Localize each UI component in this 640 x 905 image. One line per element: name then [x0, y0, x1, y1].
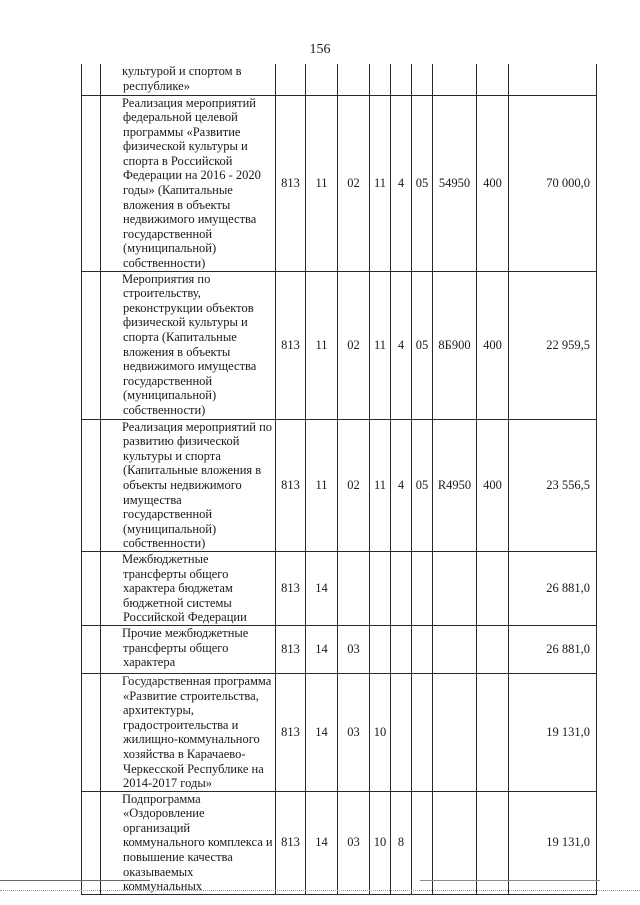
- description-cell: Подпрограмма «Оздоровление организаций коммунального комплекса и повышение качества оказываемых коммунальных: [101, 791, 276, 894]
- table-row: [82, 64, 597, 95]
- section-cell: 11: [306, 419, 338, 551]
- grbs-cell: [276, 64, 306, 95]
- expense-code-cell: 54950: [433, 95, 477, 271]
- subprogram-cell: [391, 625, 412, 673]
- amount-cell: 19 131,0: [509, 791, 597, 894]
- section-cell: 14: [306, 551, 338, 625]
- amount-cell: 19 131,0: [509, 673, 597, 791]
- grbs-cell: 813: [276, 625, 306, 673]
- expense-code-cell: [433, 791, 477, 894]
- table-row: [82, 625, 597, 673]
- program-cell: 11: [370, 419, 391, 551]
- expense-code-cell: [433, 625, 477, 673]
- row-number-cell: [82, 625, 101, 673]
- grbs-cell: 813: [276, 95, 306, 271]
- direction-cell: [412, 625, 433, 673]
- subsection-cell: [338, 551, 370, 625]
- footer-rule: [420, 880, 600, 881]
- subprogram-cell: 4: [391, 271, 412, 419]
- direction-cell: 05: [412, 95, 433, 271]
- direction-cell: [412, 791, 433, 894]
- row-number-cell: [82, 419, 101, 551]
- amount-cell: 70 000,0: [509, 95, 597, 271]
- expense-code-cell: R4950: [433, 419, 477, 551]
- expense-type-cell: [477, 673, 509, 791]
- expense-code-cell: [433, 673, 477, 791]
- subsection-cell: 03: [338, 791, 370, 894]
- subprogram-cell: [391, 673, 412, 791]
- subsection-cell: 03: [338, 673, 370, 791]
- amount-cell: 22 959,5: [509, 271, 597, 419]
- subsection-cell: 03: [338, 625, 370, 673]
- grbs-cell: 813: [276, 791, 306, 894]
- row-number-cell: [82, 95, 101, 271]
- expense-code-cell: 8Б900: [433, 271, 477, 419]
- footer-rule: [0, 880, 150, 881]
- section-cell: 14: [306, 625, 338, 673]
- expense-type-cell: [477, 625, 509, 673]
- direction-cell: [412, 551, 433, 625]
- subprogram-cell: 8: [391, 791, 412, 894]
- section-cell: 11: [306, 95, 338, 271]
- section-cell: 14: [306, 673, 338, 791]
- expense-type-cell: [477, 64, 509, 95]
- page-edge-line: [0, 890, 640, 891]
- subprogram-cell: 4: [391, 95, 412, 271]
- subsection-cell: 02: [338, 419, 370, 551]
- row-number-cell: [82, 64, 101, 95]
- grbs-cell: 813: [276, 271, 306, 419]
- amount-cell: 26 881,0: [509, 551, 597, 625]
- grbs-cell: 813: [276, 419, 306, 551]
- table-row: [82, 419, 597, 551]
- description-cell: Мероприятия по строительству, реконструкции объектов физической культуры и спорта (Капитальные вложения в объекты недвижимого имущества государственной (муниципальной) собственности): [101, 271, 276, 419]
- page-number: 156: [309, 42, 331, 57]
- program-cell: 10: [370, 791, 391, 894]
- program-cell: [370, 625, 391, 673]
- subprogram-cell: 4: [391, 419, 412, 551]
- description-cell: Реализация мероприятий по развитию физической культуры и спорта (Капитальные вложения в объекты недвижимого имущества государственной (муниципальной) собственности): [101, 419, 276, 551]
- description-cell: Реализация мероприятий федеральной целевой программы «Развитие физической культуры и спорта в Российской Федерации на 2016 - 2020 годы» (Капитальные вложения в объекты недвижимого имущества государственной (муниципальной) собственности): [101, 95, 276, 271]
- amount-cell: 23 556,5: [509, 419, 597, 551]
- table-row: [82, 551, 597, 625]
- expense-code-cell: [433, 551, 477, 625]
- subprogram-cell: [391, 551, 412, 625]
- subsection-cell: [338, 64, 370, 95]
- expense-type-cell: 400: [477, 271, 509, 419]
- row-number-cell: [82, 673, 101, 791]
- table-row: [82, 791, 597, 894]
- expense-code-cell: [433, 64, 477, 95]
- grbs-cell: 813: [276, 673, 306, 791]
- row-number-cell: [82, 551, 101, 625]
- table-row: [82, 271, 597, 419]
- description-cell: Прочие межбюджетные трансферты общего характера: [101, 625, 276, 673]
- subsection-cell: 02: [338, 271, 370, 419]
- expense-type-cell: [477, 791, 509, 894]
- direction-cell: 05: [412, 419, 433, 551]
- row-number-cell: [82, 271, 101, 419]
- subprogram-cell: [391, 64, 412, 95]
- program-cell: [370, 64, 391, 95]
- expense-type-cell: 400: [477, 419, 509, 551]
- program-cell: 11: [370, 95, 391, 271]
- section-cell: [306, 64, 338, 95]
- amount-cell: 26 881,0: [509, 625, 597, 673]
- program-cell: [370, 551, 391, 625]
- description-cell: Межбюджетные трансферты общего характера бюджетам бюджетной системы Российской Федерации: [101, 551, 276, 625]
- section-cell: 14: [306, 791, 338, 894]
- expense-type-cell: 400: [477, 95, 509, 271]
- subsection-cell: 02: [338, 95, 370, 271]
- table-row: [82, 95, 597, 271]
- program-cell: 10: [370, 673, 391, 791]
- amount-cell: [509, 64, 597, 95]
- row-number-cell: [82, 791, 101, 894]
- direction-cell: 05: [412, 271, 433, 419]
- program-cell: 11: [370, 271, 391, 419]
- direction-cell: [412, 64, 433, 95]
- section-cell: 11: [306, 271, 338, 419]
- grbs-cell: 813: [276, 551, 306, 625]
- direction-cell: [412, 673, 433, 791]
- description-cell: Государственная программа «Развитие строительства, архитектуры, градостроительства и жилищно-коммунального хозяйства в Карачаево-Черкесской Республике на 2014-2017 годы»: [101, 673, 276, 791]
- expense-type-cell: [477, 551, 509, 625]
- description-cell: культурой и спортом в республике»: [101, 64, 276, 95]
- table-row: [82, 673, 597, 791]
- budget-table: [81, 64, 597, 895]
